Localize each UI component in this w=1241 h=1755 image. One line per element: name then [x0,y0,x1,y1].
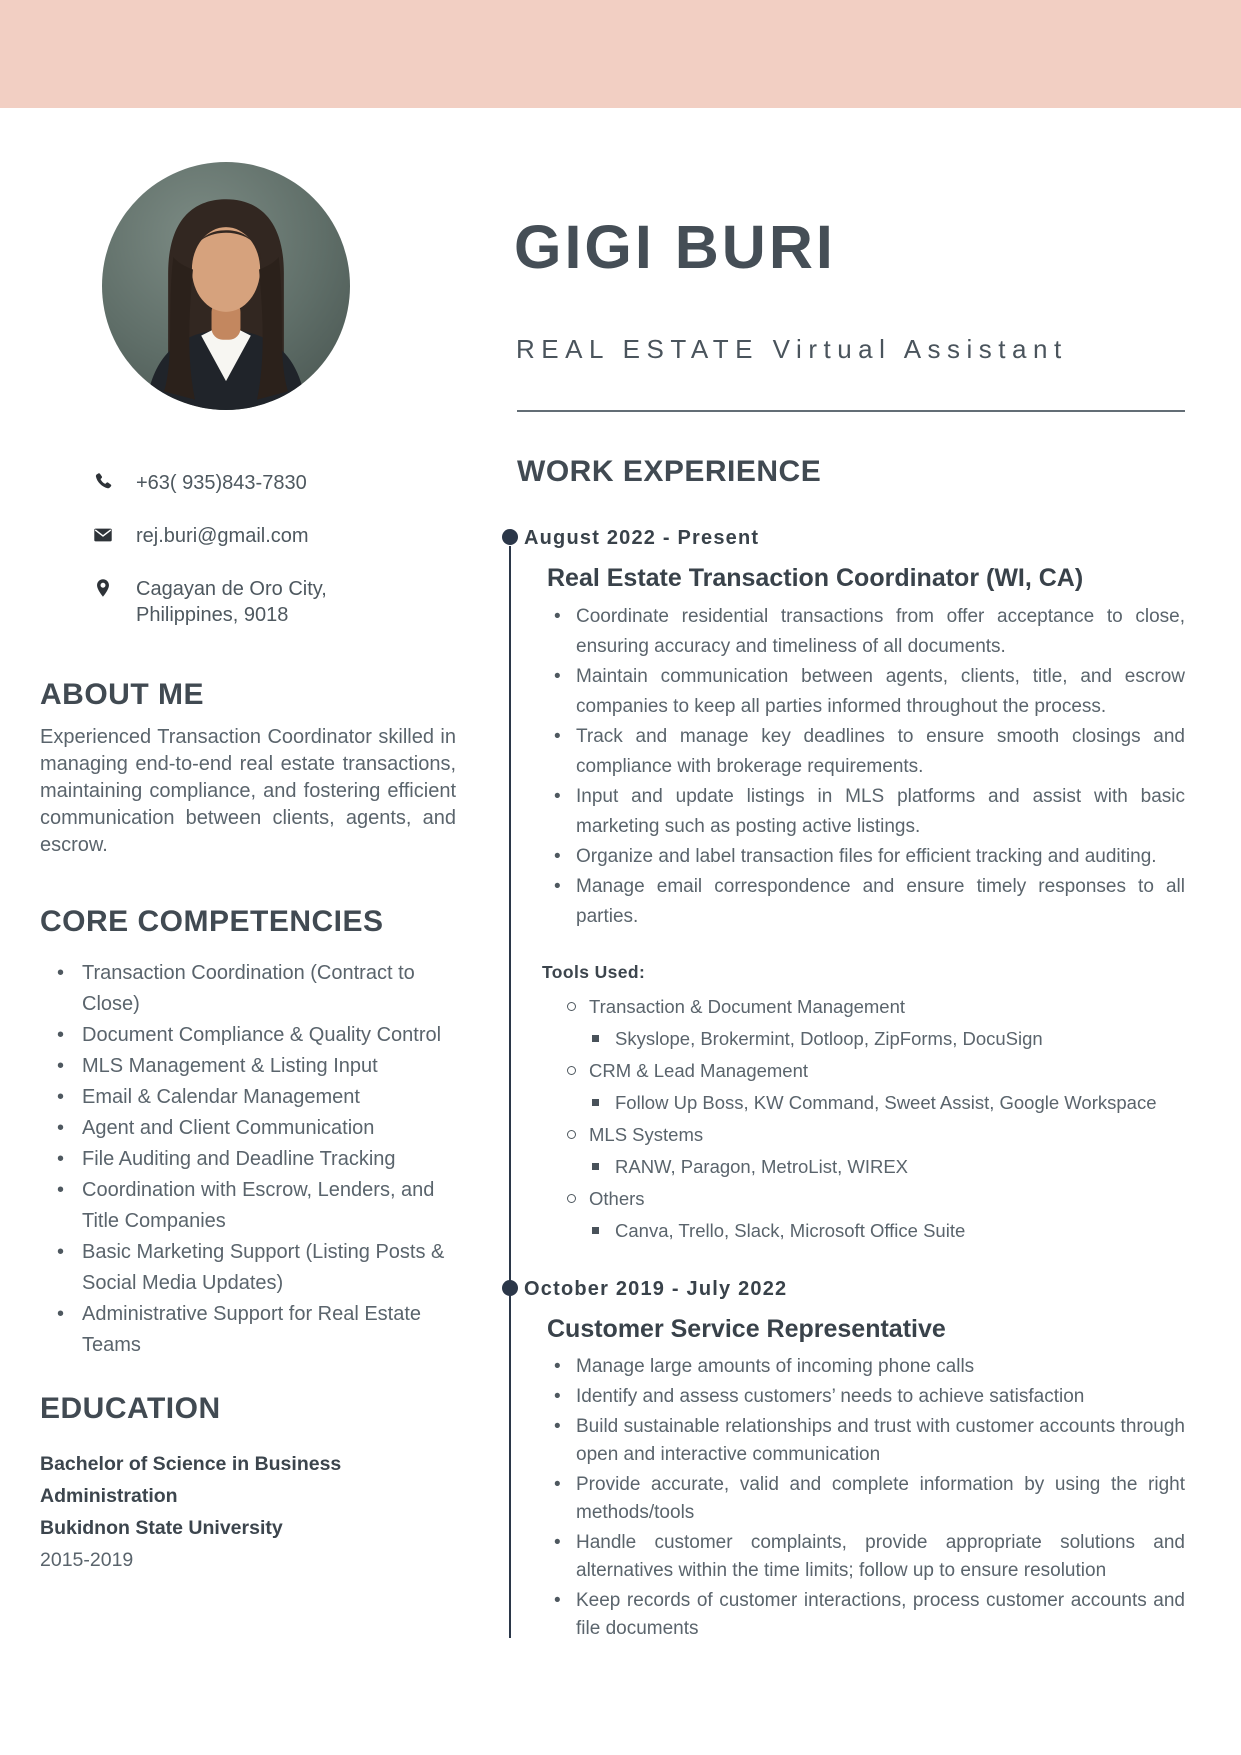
education-school: Bukidnon State University [40,1517,283,1539]
competency-item: • Transaction Coordination (Contract to Close) [40,958,460,1020]
job-dates-text: October 2019 - July 2022 [524,1278,788,1300]
tools-heading: Tools Used: [542,962,646,982]
competency-item: • File Auditing and Deadline Tracking [40,1144,460,1175]
job-bullet: • Keep records of customer interactions, process customer accounts and file documents [547,1587,1185,1643]
header-divider [517,410,1185,412]
job-bullet: • Build sustainable relationships and trust with customer accounts through open and interactive communication [547,1413,1185,1469]
about-heading: ABOUT ME [40,678,204,711]
profile-photo [102,162,350,410]
competency-item: • Administrative Support for Real Estate Teams [40,1299,460,1361]
portrait-illustration [102,162,350,410]
location-line1: Cagayan de Oro City, [136,578,327,600]
education-heading: EDUCATION [40,1392,221,1425]
tool-items-list [589,1023,1185,1055]
tool-items: Skyslope, Brokermint, Dotloop, ZipForms, DocuSign [589,1023,1185,1055]
tool-category: CRM & Lead Management Follow Up Boss, KW Command, Sweet Assist, Google Workspace [566,1055,1185,1119]
tool-items-list [589,1215,1185,1247]
tool-items: Follow Up Boss, KW Command, Sweet Assist, Google Workspace [589,1087,1185,1119]
competencies-heading: CORE COMPETENCIES [40,905,384,938]
job-title: Customer Service Representative [547,1315,946,1343]
job-bullet: • Coordinate residential transactions from offer acceptance to close, ensuring accuracy and timeliness of all documents. [547,602,1185,662]
competency-item: • Coordination with Escrow, Lenders, and Title Companies [40,1175,460,1237]
competency-item: • Document Compliance & Quality Control [40,1020,460,1051]
tool-items-list [589,1087,1185,1119]
competencies-list [40,958,460,1361]
competency-item: • MLS Management & Listing Input [40,1051,460,1082]
job-bullet: • Input and update listings in MLS platforms and assist with basic marketing such as posting active listings. [547,782,1185,842]
tool-category: Others Canva, Trello, Slack, Microsoft Office Suite [566,1183,1185,1247]
competency-item: • Basic Marketing Support (Listing Posts & Social Media Updates) [40,1237,460,1299]
person-title: REAL ESTATE Virtual Assistant [516,334,1068,364]
job-bullets [547,1353,1185,1643]
timeline-dot [502,1280,518,1296]
email-icon [92,524,114,546]
contact-email-row [92,523,462,549]
job-bullets [547,602,1185,932]
education-years: 2015-2019 [40,1549,134,1571]
phone-icon [92,471,114,493]
job-bullet: • Handle customer complaints, provide appropriate solutions and alternatives within the time limits; follow up to ensure resolution [547,1529,1185,1585]
competency-item: • Agent and Client Communication [40,1113,460,1144]
timeline-line [509,546,511,1638]
tools-list [566,991,1185,1247]
phone-value: +63( 935)843-7830 [136,472,307,494]
timeline-dot [502,529,518,545]
education-degree: Bachelor of Science in Business Administration [40,1453,342,1507]
job-bullet: • Manage email correspondence and ensure timely responses to all parties. [547,872,1185,932]
job-bullet: • Maintain communication between agents, clients, title, and escrow companies to keep all parties informed throughout the process. [547,662,1185,722]
person-name: GIGI BURI [514,213,836,281]
work-experience-heading: WORK EXPERIENCE [517,455,822,488]
about-text: Experienced Transaction Coordinator skilled in managing end-to-end real estate transactions, maintaining compliance, and fostering efficient communication between clients, agents, and escrow. [40,726,456,856]
jobs-container [524,526,1185,1673]
tool-items-list [589,1151,1185,1183]
tool-category: MLS Systems RANW, Paragon, MetroList, WIREX [566,1119,1185,1183]
job-bullet: • Manage large amounts of incoming phone calls [547,1353,1185,1381]
job-bullet: • Provide accurate, valid and complete information by using the right methods/tools [547,1471,1185,1527]
job-dates-text: August 2022 - Present [524,527,760,549]
job-bullet: • Identify and assess customers’ needs to achieve satisfaction [547,1383,1185,1411]
contact-block [92,470,462,655]
tool-items: RANW, Paragon, MetroList, WIREX [589,1151,1185,1183]
location-line2: Philippines, 9018 [136,604,289,626]
job-dates [524,1277,1185,1301]
job-dates [524,526,1185,550]
tool-category: Transaction & Document Management Skyslope, Brokermint, Dotloop, ZipForms, DocuSign [566,991,1185,1055]
email-value: rej.buri@gmail.com [136,525,309,547]
location-icon [92,577,114,599]
job-title: Real Estate Transaction Coordinator (WI, CA) [547,564,1084,592]
competency-item: • Email & Calendar Management [40,1082,460,1113]
job-entry [524,1277,1185,1643]
contact-location-row [92,576,462,628]
tool-items: Canva, Trello, Slack, Microsoft Office Suite [589,1215,1185,1247]
education-block [40,1448,480,1576]
tools-section [542,962,1185,1247]
job-bullet: • Track and manage key deadlines to ensure smooth closings and compliance with brokerage requirements. [547,722,1185,782]
job-entry [524,526,1185,1247]
contact-phone-row [92,470,462,496]
job-bullet: • Organize and label transaction files for efficient tracking and auditing. [547,842,1185,872]
location-value [136,576,327,628]
accent-top-bar [0,0,1241,108]
